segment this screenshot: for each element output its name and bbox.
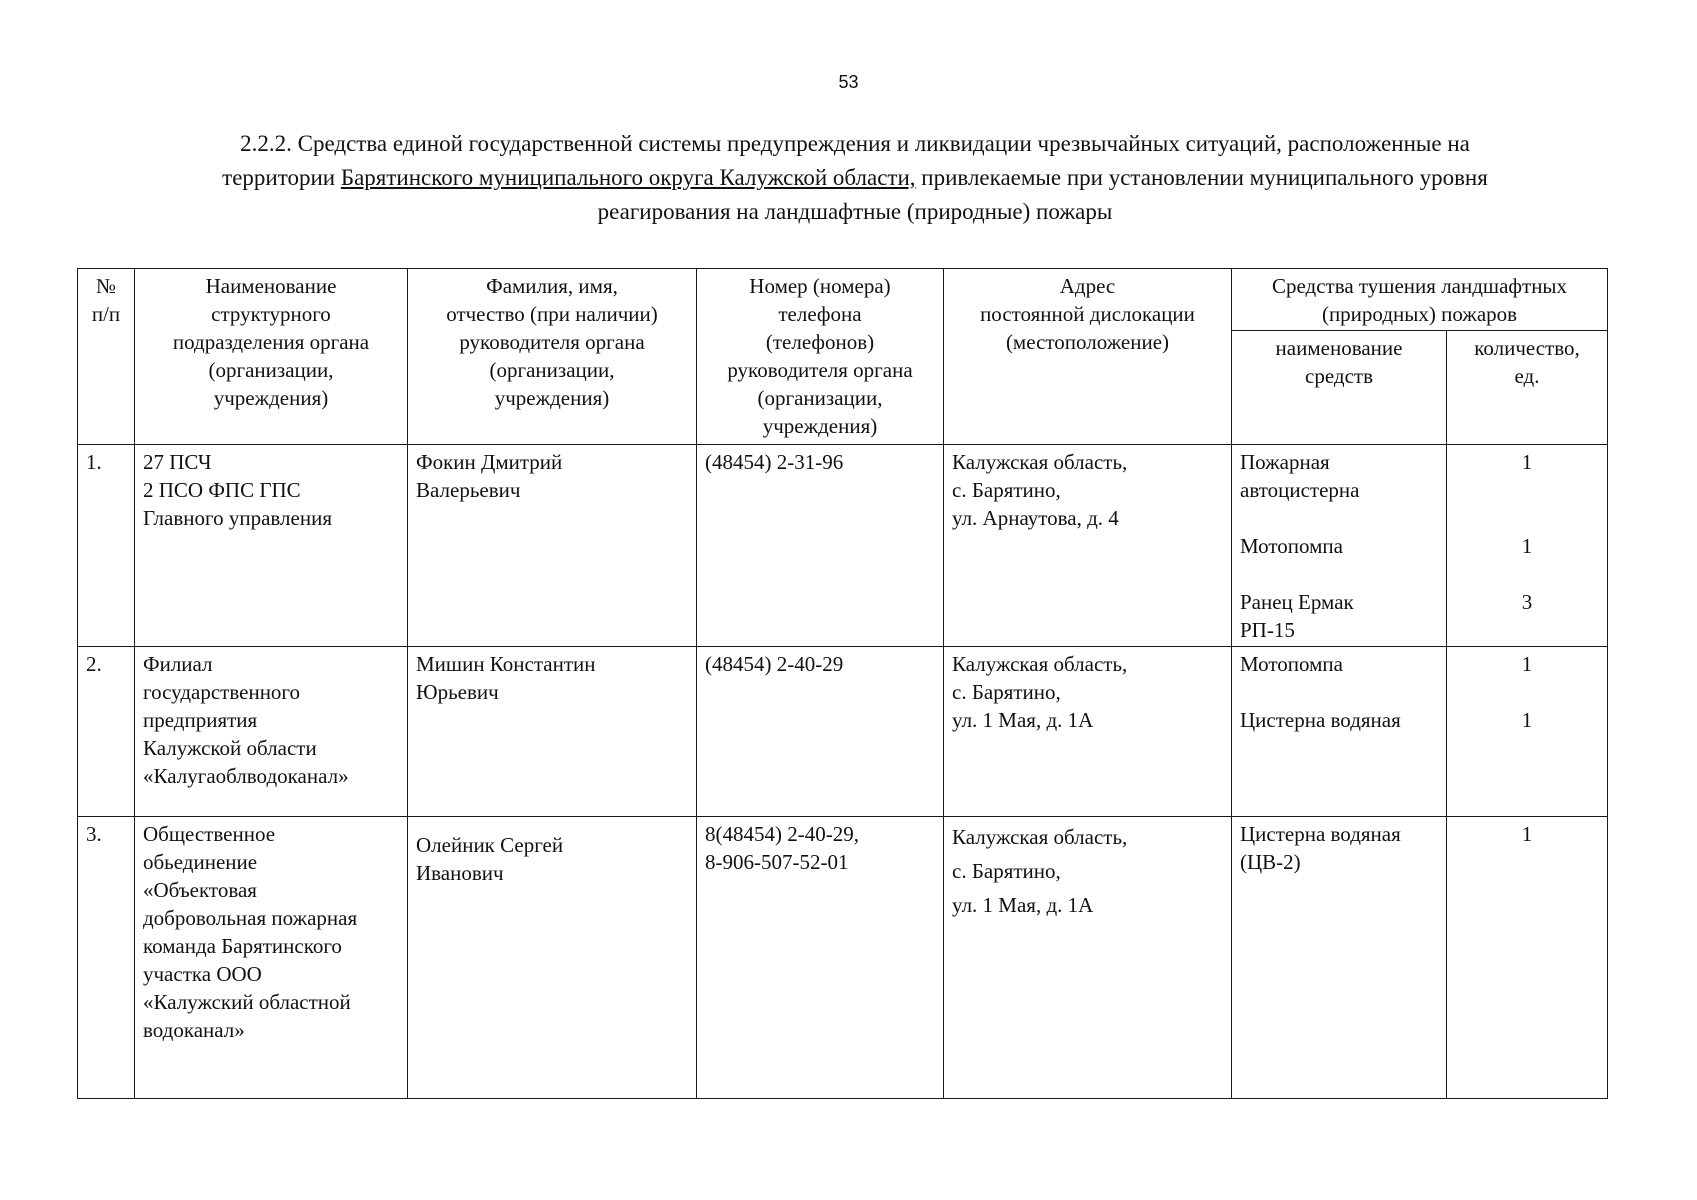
means-name: Мотопомпа <box>1240 652 1343 676</box>
row-head-name: Фокин Дмитрий Валерьевич <box>408 445 697 647</box>
row-head-name: Олейник Сергей Иванович <box>408 817 697 1099</box>
means-name: Мотопомпа <box>1240 534 1343 558</box>
header-phone: Номер (номера) телефона (телефонов) руководителя органа (организации, учреждения) <box>697 269 944 445</box>
row-means-names <box>1232 817 1447 1099</box>
header-means-group: Средства тушения ландшафтных (природных) пожаров <box>1232 269 1608 331</box>
row-organization: Филиал государственного предприятия Калужской области «Калугаоблводоканал» <box>135 647 408 817</box>
title-line-3: реагирования на ландшафтные (природные) пожары <box>597 199 1113 224</box>
header-means-quantity: количество, ед. <box>1447 331 1608 445</box>
row-organization: 27 ПСЧ 2 ПСО ФПС ГПС Главного управления <box>135 445 408 647</box>
row-phone: (48454) 2-40-29 <box>697 647 944 817</box>
means-quantity: 1 <box>1521 822 1533 846</box>
title-line-2-territory: Барятинского муниципального округа Калужской области, <box>340 165 916 190</box>
row-address: Калужская область, с. Барятино, ул. 1 Мая, д. 1А <box>944 817 1232 1099</box>
means-quantity: 1 <box>1521 450 1533 474</box>
means-quantity: 1 <box>1521 534 1533 558</box>
page-number: 53 <box>838 72 859 92</box>
row-means-names <box>1232 445 1447 647</box>
table-row <box>78 647 1608 817</box>
means-name: Пожарная автоцистерна <box>1240 450 1360 502</box>
means-name: Ранец Ермак РП-15 <box>1240 590 1354 642</box>
title-line-2 <box>105 161 1605 195</box>
row-number: 1. <box>78 445 135 647</box>
row-number: 2. <box>78 647 135 817</box>
title-line-2-suffix: привлекаемые при установлении муниципального уровня <box>915 165 1488 190</box>
header-head-name: Фамилия, имя, отчество (при наличии) руководителя органа (организации, учреждения) <box>408 269 697 445</box>
means-quantity: 1 <box>1521 652 1533 676</box>
table-row <box>78 817 1608 1099</box>
row-means-quantities <box>1447 647 1608 817</box>
means-name: Цистерна водяная <box>1240 708 1401 732</box>
row-organization: Общественное обьединение «Объектовая добровольная пожарная команда Барятинского участка ООО «Калужский областной водоканал» <box>135 817 408 1099</box>
row-phone: 8(48454) 2-40-29, 8-906-507-52-01 <box>697 817 944 1099</box>
header-address: Адрес постоянной дислокации (местоположение) <box>944 269 1232 445</box>
resources-table <box>77 268 1608 1099</box>
row-head-name: Мишин Константин Юрьевич <box>408 647 697 817</box>
row-number: 3. <box>78 817 135 1099</box>
section-title <box>105 127 1605 229</box>
table-row <box>78 445 1608 647</box>
means-quantity: 1 <box>1521 708 1533 732</box>
title-line-2-prefix: территории <box>222 165 341 190</box>
row-address: Калужская область, с. Барятино, ул. Арнаутова, д. 4 <box>944 445 1232 647</box>
means-name: Цистерна водяная (ЦВ-2) <box>1240 822 1401 874</box>
header-number: № п/п <box>78 269 135 445</box>
row-means-names <box>1232 647 1447 817</box>
row-means-quantities <box>1447 817 1608 1099</box>
title-line-1: 2.2.2. Средства единой государственной системы предупреждения и ликвидации чрезвычайных ситуаций, расположенные на <box>240 131 1470 156</box>
means-quantity: 3 <box>1521 590 1533 614</box>
row-address: Калужская область, с. Барятино, ул. 1 Мая, д. 1А <box>944 647 1232 817</box>
row-means-quantities <box>1447 445 1608 647</box>
header-organization: Наименование структурного подразделения органа (организации, учреждения) <box>135 269 408 445</box>
row-phone: (48454) 2-31-96 <box>697 445 944 647</box>
header-means-name: наименование средств <box>1232 331 1447 445</box>
